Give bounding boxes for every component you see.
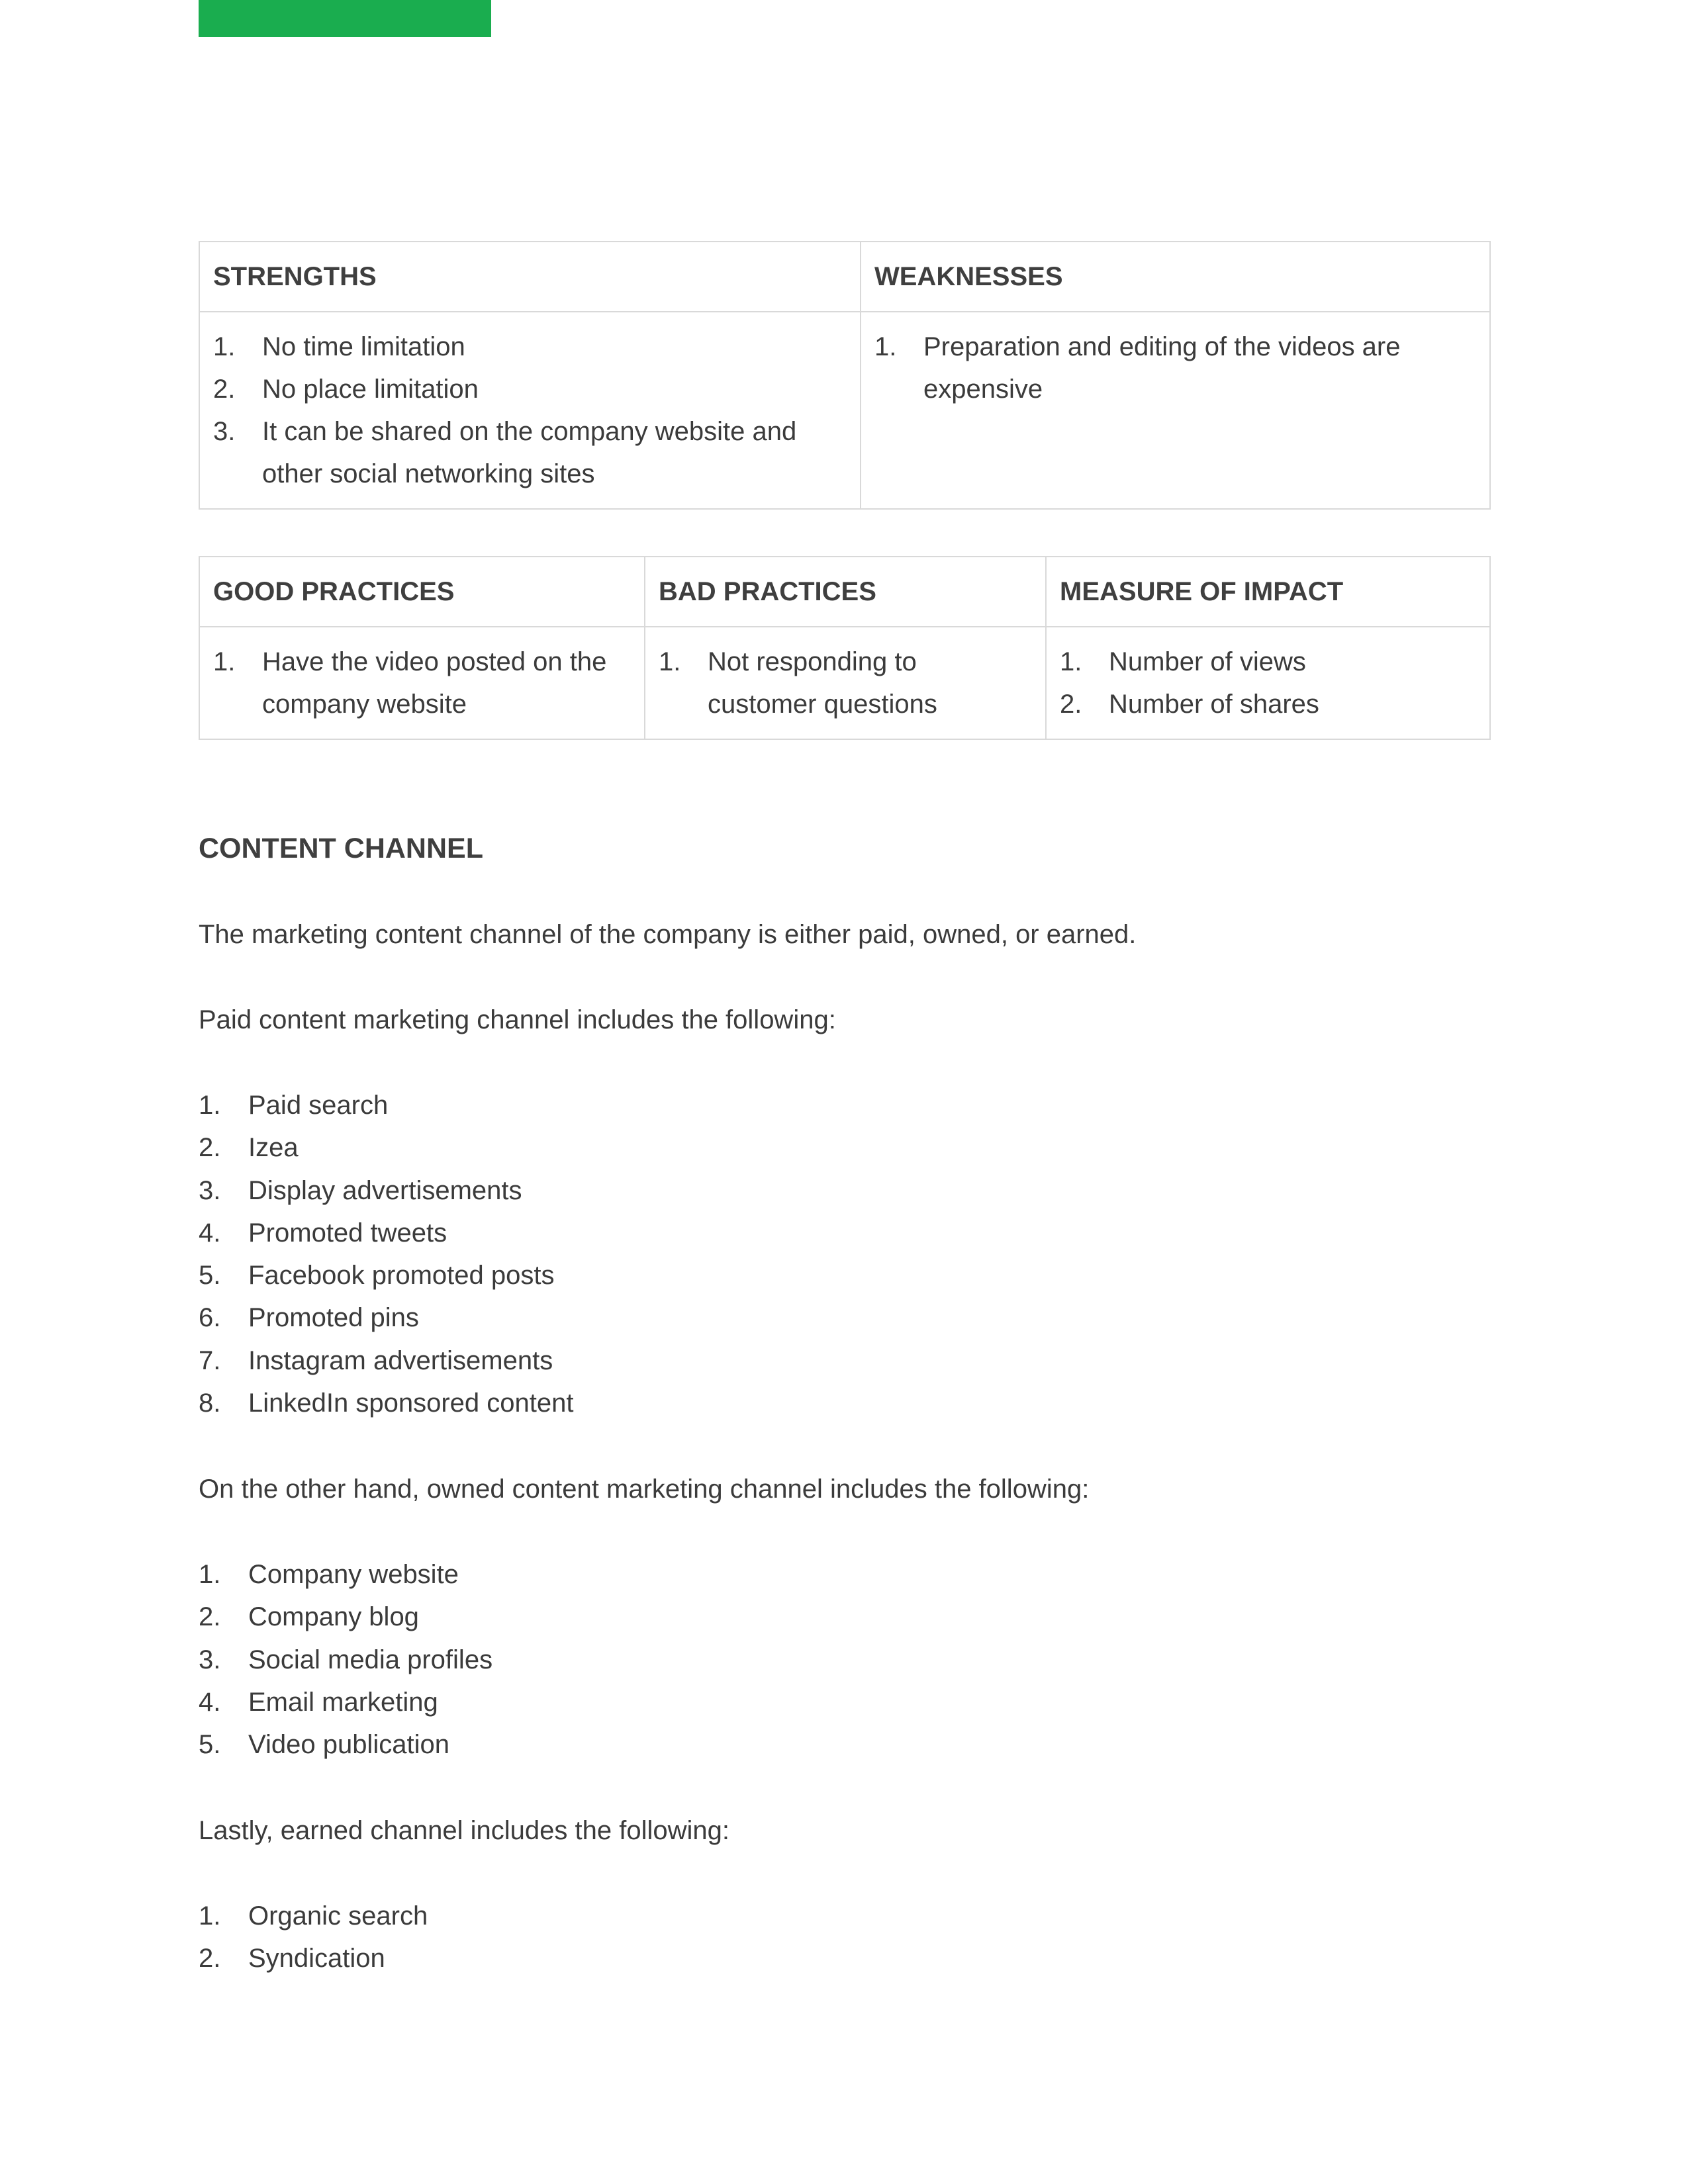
table-header-row [199,242,1490,312]
list-item: 2. Izea [199,1133,299,1163]
table-row [199,627,1490,739]
strengths-list [213,326,847,495]
strengths-cell [199,312,861,509]
bad-practices-header: BAD PRACTICES [645,557,1046,627]
strengths-header: STRENGTHS [199,242,861,312]
bad-practices-cell [645,627,1046,739]
owned-channel-list [199,1553,492,1766]
list-item: 2. No place limitation [213,375,479,404]
section-heading: CONTENT CHANNEL [199,833,483,864]
list-item: 3. It can be shared on the company website and other social networking sites [213,417,797,488]
list-item: 4. Email marketing [199,1687,438,1717]
list-item: 1. Have the video posted on the company website [213,647,607,719]
measure-of-impact-cell [1046,627,1490,739]
list-item: 3. Social media profiles [199,1645,493,1674]
swot-table [199,241,1491,510]
list-item: 4. Promoted tweets [199,1218,447,1248]
list-item: 2. Syndication [199,1944,385,1974]
table-header-row [199,557,1490,627]
list-item: 7. Instagram advertisements [199,1345,553,1375]
intro-paragraph: The marketing content channel of the company is either paid, owned, or earned. [199,920,1137,949]
list-item: 1. Company website [199,1560,459,1589]
good-practices-list [213,641,631,725]
weaknesses-cell [861,312,1490,509]
earned-intro-paragraph: Lastly, earned channel includes the following: [199,1816,729,1845]
list-item: 1. No time limitation [213,332,465,361]
header-accent-bar [199,0,491,37]
list-item: 5. Video publication [199,1730,449,1760]
table-row [199,312,1490,509]
measure-of-impact-header: MEASURE OF IMPACT [1046,557,1490,627]
list-item: 1. Not responding to customer questions [659,647,937,719]
list-item: 1. Preparation and editing of the videos are expensive [874,332,1401,404]
bad-practices-list [659,641,1032,725]
good-practices-cell [199,627,645,739]
list-item: 3. Display advertisements [199,1175,522,1205]
list-item: 2. Number of shares [1060,690,1319,719]
list-item: 8. LinkedIn sponsored content [199,1388,574,1418]
earned-channel-list [199,1895,428,1980]
weaknesses-list [874,326,1476,410]
good-practices-header: GOOD PRACTICES [199,557,645,627]
owned-intro-paragraph: On the other hand, owned content marketing channel includes the following: [199,1475,1090,1504]
paid-intro-paragraph: Paid content marketing channel includes the following: [199,1005,836,1034]
list-item: 1. Number of views [1060,647,1306,676]
weaknesses-header: WEAKNESSES [861,242,1490,312]
list-item: 5. Facebook promoted posts [199,1261,555,1291]
list-item: 1. Organic search [199,1901,428,1931]
practices-table [199,556,1491,740]
list-item: 6. Promoted pins [199,1303,419,1333]
list-item: 2. Company blog [199,1602,419,1632]
measure-of-impact-list [1060,641,1476,725]
list-item: 1. Paid search [199,1091,389,1120]
paid-channel-list [199,1084,573,1424]
